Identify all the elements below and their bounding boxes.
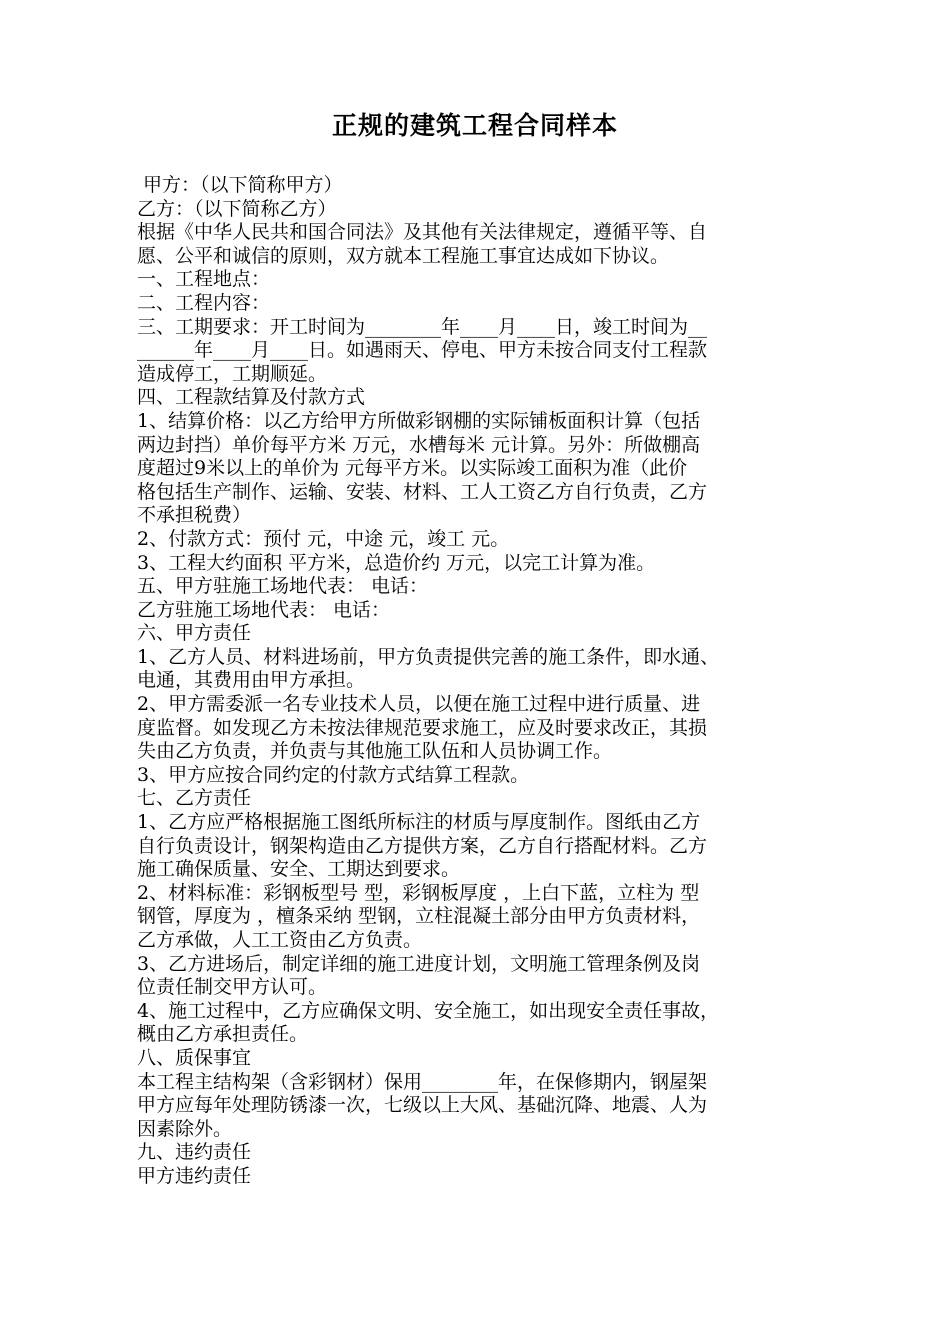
text-line: 1、乙方应严格根据施工图纸所标注的材质与厚度制作。图纸由乙方 xyxy=(137,811,701,834)
text-line: 2、付款方式：预付 元，中途 元，竣工 元。 xyxy=(137,527,510,550)
text-line: 4、施工过程中，乙方应确保文明、安全施工，如出现安全责任事故， xyxy=(137,999,720,1022)
document-title: 正规的建筑工程合同样本 xyxy=(331,111,618,140)
text-line: 3、甲方应按合同约定的付款方式结算工程款。 xyxy=(137,763,530,786)
text-line: 七、乙方责任 xyxy=(137,787,252,810)
text-line: 位责任制交甲方认可。 xyxy=(137,976,328,999)
text-line: 三、工期要求：开工时间为________年____月____日，竣工时间为__ xyxy=(137,315,708,338)
text-line: 度超过9米以上的单价为 元每平方米。以实际竣工面积为准（此价 xyxy=(137,457,688,480)
text-line: 八、质保事宜 xyxy=(137,1046,252,1069)
text-line: 3、工程大约面积 平方米，总造价约 万元，以完工计算为准。 xyxy=(137,551,656,574)
text-line: 不承担税费） xyxy=(137,504,252,527)
text-line: 二、工程内容： xyxy=(137,291,271,314)
contract-body xyxy=(137,174,827,1189)
text-line: 甲方：（以下简称甲方） xyxy=(137,174,343,196)
text-line: 本工程主结构架（含彩钢材）保用________年，在保修期内，钢屋架 xyxy=(137,1070,708,1093)
text-line: 乙方：（以下简称乙方） xyxy=(137,197,337,220)
text-line: 格包括生产制作、运输、安装、材料、工人工资乙方自行负责，乙方 xyxy=(137,480,708,503)
text-line: 一、工程地点： xyxy=(137,268,271,291)
text-line: 2、甲方需委派一名专业技术人员，以便在施工过程中进行质量、进 xyxy=(137,693,701,716)
text-line: 因素除外。 xyxy=(137,1117,233,1140)
text-line: 造成停工，工期顺延。 xyxy=(137,362,328,385)
text-line: 六、甲方责任 xyxy=(137,622,252,645)
text-line: 甲方应每年处理防锈漆一次，七级以上大风、基础沉降、地震、人为 xyxy=(137,1094,708,1117)
text-line: 1、结算价格：以乙方给甲方所做彩钢棚的实际铺板面积计算（包括 xyxy=(137,409,701,432)
text-line: 乙方驻施工场地代表： 电话： xyxy=(137,598,391,621)
text-line: 乙方承做，人工工资由乙方负责。 xyxy=(137,929,423,951)
text-line: 概由乙方承担责任。 xyxy=(137,1023,309,1046)
text-line: 施工确保质量、安全、工期达到要求。 xyxy=(137,858,461,881)
text-line: ______年____月____日。如遇雨天、停电、甲方未按合同支付工程款 xyxy=(137,339,708,362)
text-line: 自行负责设计，钢架构造由乙方提供方案，乙方自行搭配材料。乙方 xyxy=(137,834,708,857)
text-line: 度监督。如发现乙方未按法律规范要求施工，应及时要求改正，其损 xyxy=(137,716,708,739)
text-line: 钢管，厚度为 ，檀条采纳 型钢，立柱混凝土部分由甲方负责材料， xyxy=(137,905,701,928)
text-line: 两边封挡）单价每平方米 万元，水槽每米 元计算。另外：所做棚高 xyxy=(137,433,701,456)
text-line: 甲方违约责任 xyxy=(137,1164,252,1187)
text-line: 3、乙方进场后，制定详细的施工进度计划，文明施工管理条例及岗 xyxy=(137,952,701,975)
text-line: 2、材料标准：彩钢板型号 型，彩钢板厚度 ，上白下蓝，立柱为 型 xyxy=(137,881,700,904)
text-line: 1、乙方人员、材料进场前，甲方负责提供完善的施工条件，即水通、 xyxy=(137,645,720,668)
text-line: 九、违约责任 xyxy=(137,1141,252,1164)
text-line: 五、甲方驻施工场地代表： 电话： xyxy=(137,575,429,598)
text-line: 愿、公平和诚信的原则，双方就本工程施工事宜达成如下协议。 xyxy=(137,244,670,267)
text-line: 四、工程款结算及付款方式 xyxy=(137,386,366,409)
text-line: 失由乙方负责，并负责与其他施工队伍和人员协调工作。 xyxy=(137,740,613,763)
text-line: 电通，其费用由甲方承担。 xyxy=(137,669,366,692)
text-line: 根据《中华人民共和国合同法》及其他有关法律规定，遵循平等、自 xyxy=(137,221,708,244)
